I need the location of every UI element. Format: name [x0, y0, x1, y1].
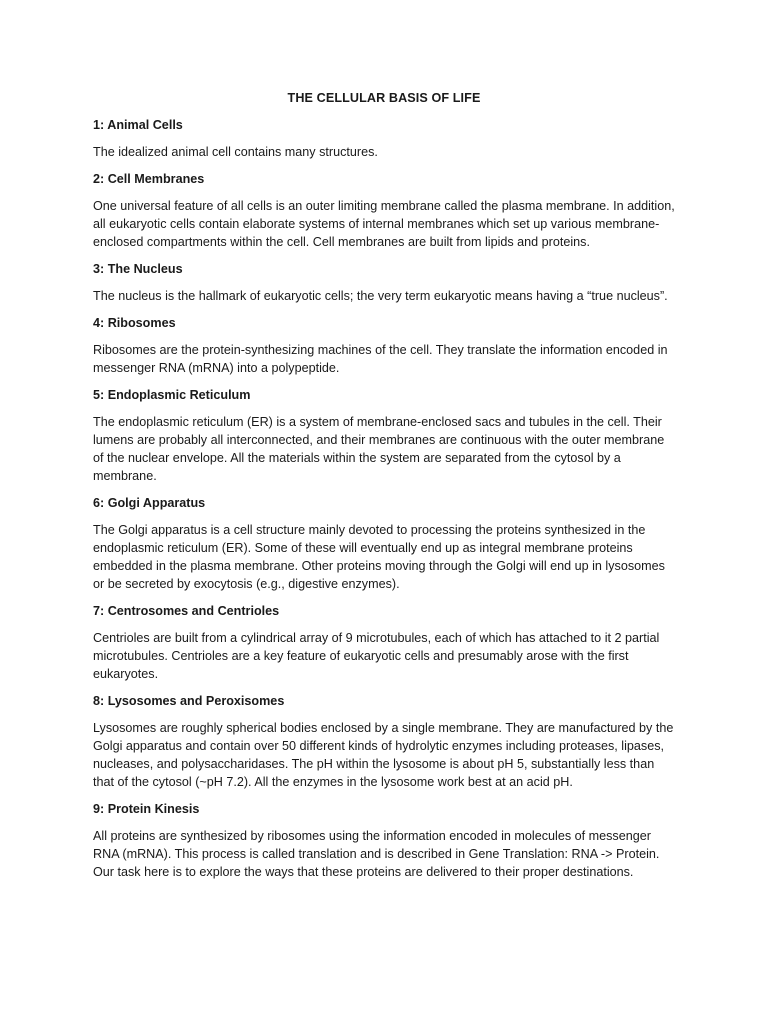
document-title: THE CELLULAR BASIS OF LIFE: [287, 91, 481, 105]
section-heading: 7: Centrosomes and Centrioles: [93, 604, 280, 618]
section-golgi-apparatus: [93, 494, 675, 593]
section-protein-kinesis: [93, 800, 675, 881]
section-heading: 4: Ribosomes: [93, 316, 176, 330]
section-paragraph: The nucleus is the hallmark of eukaryotic cells; the very term eukaryotic means having a “true nucleus”.: [93, 289, 668, 303]
section-heading: 9: Protein Kinesis: [93, 802, 200, 816]
section-nucleus: [93, 260, 675, 305]
section-paragraph: Ribosomes are the protein-synthesizing machines of the cell. They translate the information encoded in messenger RNA (mRNA) into a polypeptide.: [93, 343, 668, 375]
section-heading: 6: Golgi Apparatus: [93, 496, 206, 510]
section-heading: 2: Cell Membranes: [93, 172, 205, 186]
section-ribosomes: [93, 314, 675, 377]
section-lysosomes-peroxisomes: [93, 692, 675, 791]
section-paragraph: The Golgi apparatus is a cell structure mainly devoted to processing the proteins synthesized in the endoplasmic reticulum (ER). Some of these will eventually end up as integral membrane proteins embedded in the plasma membrane. Other proteins moving through the Golgi will end up in lysosomes or be secreted by exocytosis (e.g., digestive enzymes).: [93, 523, 665, 591]
section-heading: 5: Endoplasmic Reticulum: [93, 388, 251, 402]
section-heading: 1: Animal Cells: [93, 118, 183, 132]
section-paragraph: Lysosomes are roughly spherical bodies enclosed by a single membrane. They are manufactured by the Golgi apparatus and contain over 50 different kinds of hydrolytic enzymes including proteases, lipases, nucleases, and polysaccharidases. The pH within the lysosome is about pH 5, substantially less than that of the cytosol (~pH 7.2). All the enzymes in the lysosome work best at an acid pH.: [93, 721, 674, 789]
section-paragraph: Centrioles are built from a cylindrical array of 9 microtubules, each of which has attached to it 2 partial microtubules. Centrioles are a key feature of eukaryotic cells and presumably arose with the first eukaryotes.: [93, 631, 660, 681]
section-paragraph: One universal feature of all cells is an outer limiting membrane called the plasma membrane. In addition, all eukaryotic cells contain elaborate systems of internal membranes which set up various membrane-enclosed compartments within the cell. Cell membranes are built from lipids and proteins.: [93, 199, 675, 249]
section-endoplasmic-reticulum: [93, 386, 675, 485]
section-paragraph: All proteins are synthesized by ribosomes using the information encoded in molecules of messenger RNA (mRNA). This process is called translation and is described in Gene Translation: RNA -> Protein. Our task here is to explore the ways that these proteins are delivered to their proper destinations.: [93, 829, 660, 879]
section-paragraph: The idealized animal cell contains many structures.: [93, 145, 378, 159]
section-animal-cells: [93, 116, 675, 161]
section-paragraph: The endoplasmic reticulum (ER) is a system of membrane-enclosed sacs and tubules in the cell. Their lumens are probably all interconnected, and their membranes are continuous with the outer membrane of the nuclear envelope. All the materials within the system are separated from the cytosol by a membrane.: [93, 415, 665, 483]
section-heading: 8: Lysosomes and Peroxisomes: [93, 694, 285, 708]
section-cell-membranes: [93, 170, 675, 251]
section-heading: 3: The Nucleus: [93, 262, 183, 276]
section-centrosomes-centrioles: [93, 602, 675, 683]
